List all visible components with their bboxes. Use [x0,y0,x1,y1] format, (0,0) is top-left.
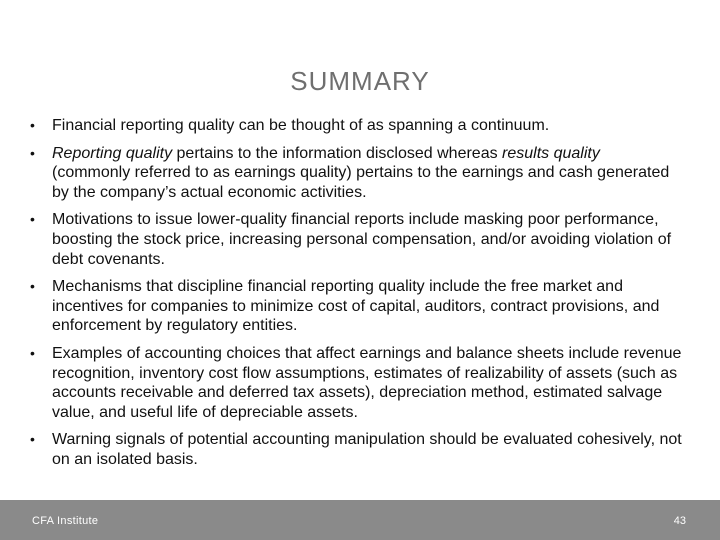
bullet-text: Motivations to issue lower-quality financial reports include masking poor performance, boosting the stock price, increasing personal compensation, and/or avoiding violation of debt covenants. [52,211,672,268]
list-item [30,430,682,469]
bullet-icon: • [30,211,35,228]
bullet-icon: • [30,117,35,133]
footer-bar [0,500,720,540]
bullet-icon: • [30,278,35,295]
bullet-icon: • [30,431,35,448]
bullet-text: (commonly referred to as earnings quality) pertains to the earnings and cash generated by the company’s actual economic activities. [52,164,670,201]
bullet-text: Financial reporting quality can be thought of as spanning a continuum. [52,117,550,134]
bullet-icon: • [30,344,35,361]
bullet-list [30,116,682,470]
page-number: 43 [673,515,686,527]
list-item [30,344,682,422]
list-item [30,144,682,203]
bullet-text: pertains to the information disclosed whereas [172,144,503,162]
italic-term: results quality [502,144,600,162]
footer-brand-logo: CFA Institute [32,515,99,527]
list-item [30,116,682,136]
slide-title: SUMMARY [290,66,430,96]
list-item [30,277,682,336]
list-item [30,210,682,269]
bullet-text: Examples of accounting choices that affect earnings and balance sheets include revenue recognition, inventory cost flow assumptions, estimates of realizability of assets (such as accounts receivable and deferred tax assets), depreciation method, estimated salvage value, and useful life of depreciable assets. [52,344,682,421]
bullet-text: Warning signals of potential accounting manipulation should be evaluated cohesively, not on an isolated basis. [52,431,682,468]
bullet-text: Mechanisms that discipline financial reporting quality include the free market and incentives for companies to minimize cost of capital, auditors, contract provisions, and enforcement by regulatory entities. [52,278,660,335]
bullet-icon: • [30,144,35,161]
italic-term: Reporting quality [52,144,173,162]
